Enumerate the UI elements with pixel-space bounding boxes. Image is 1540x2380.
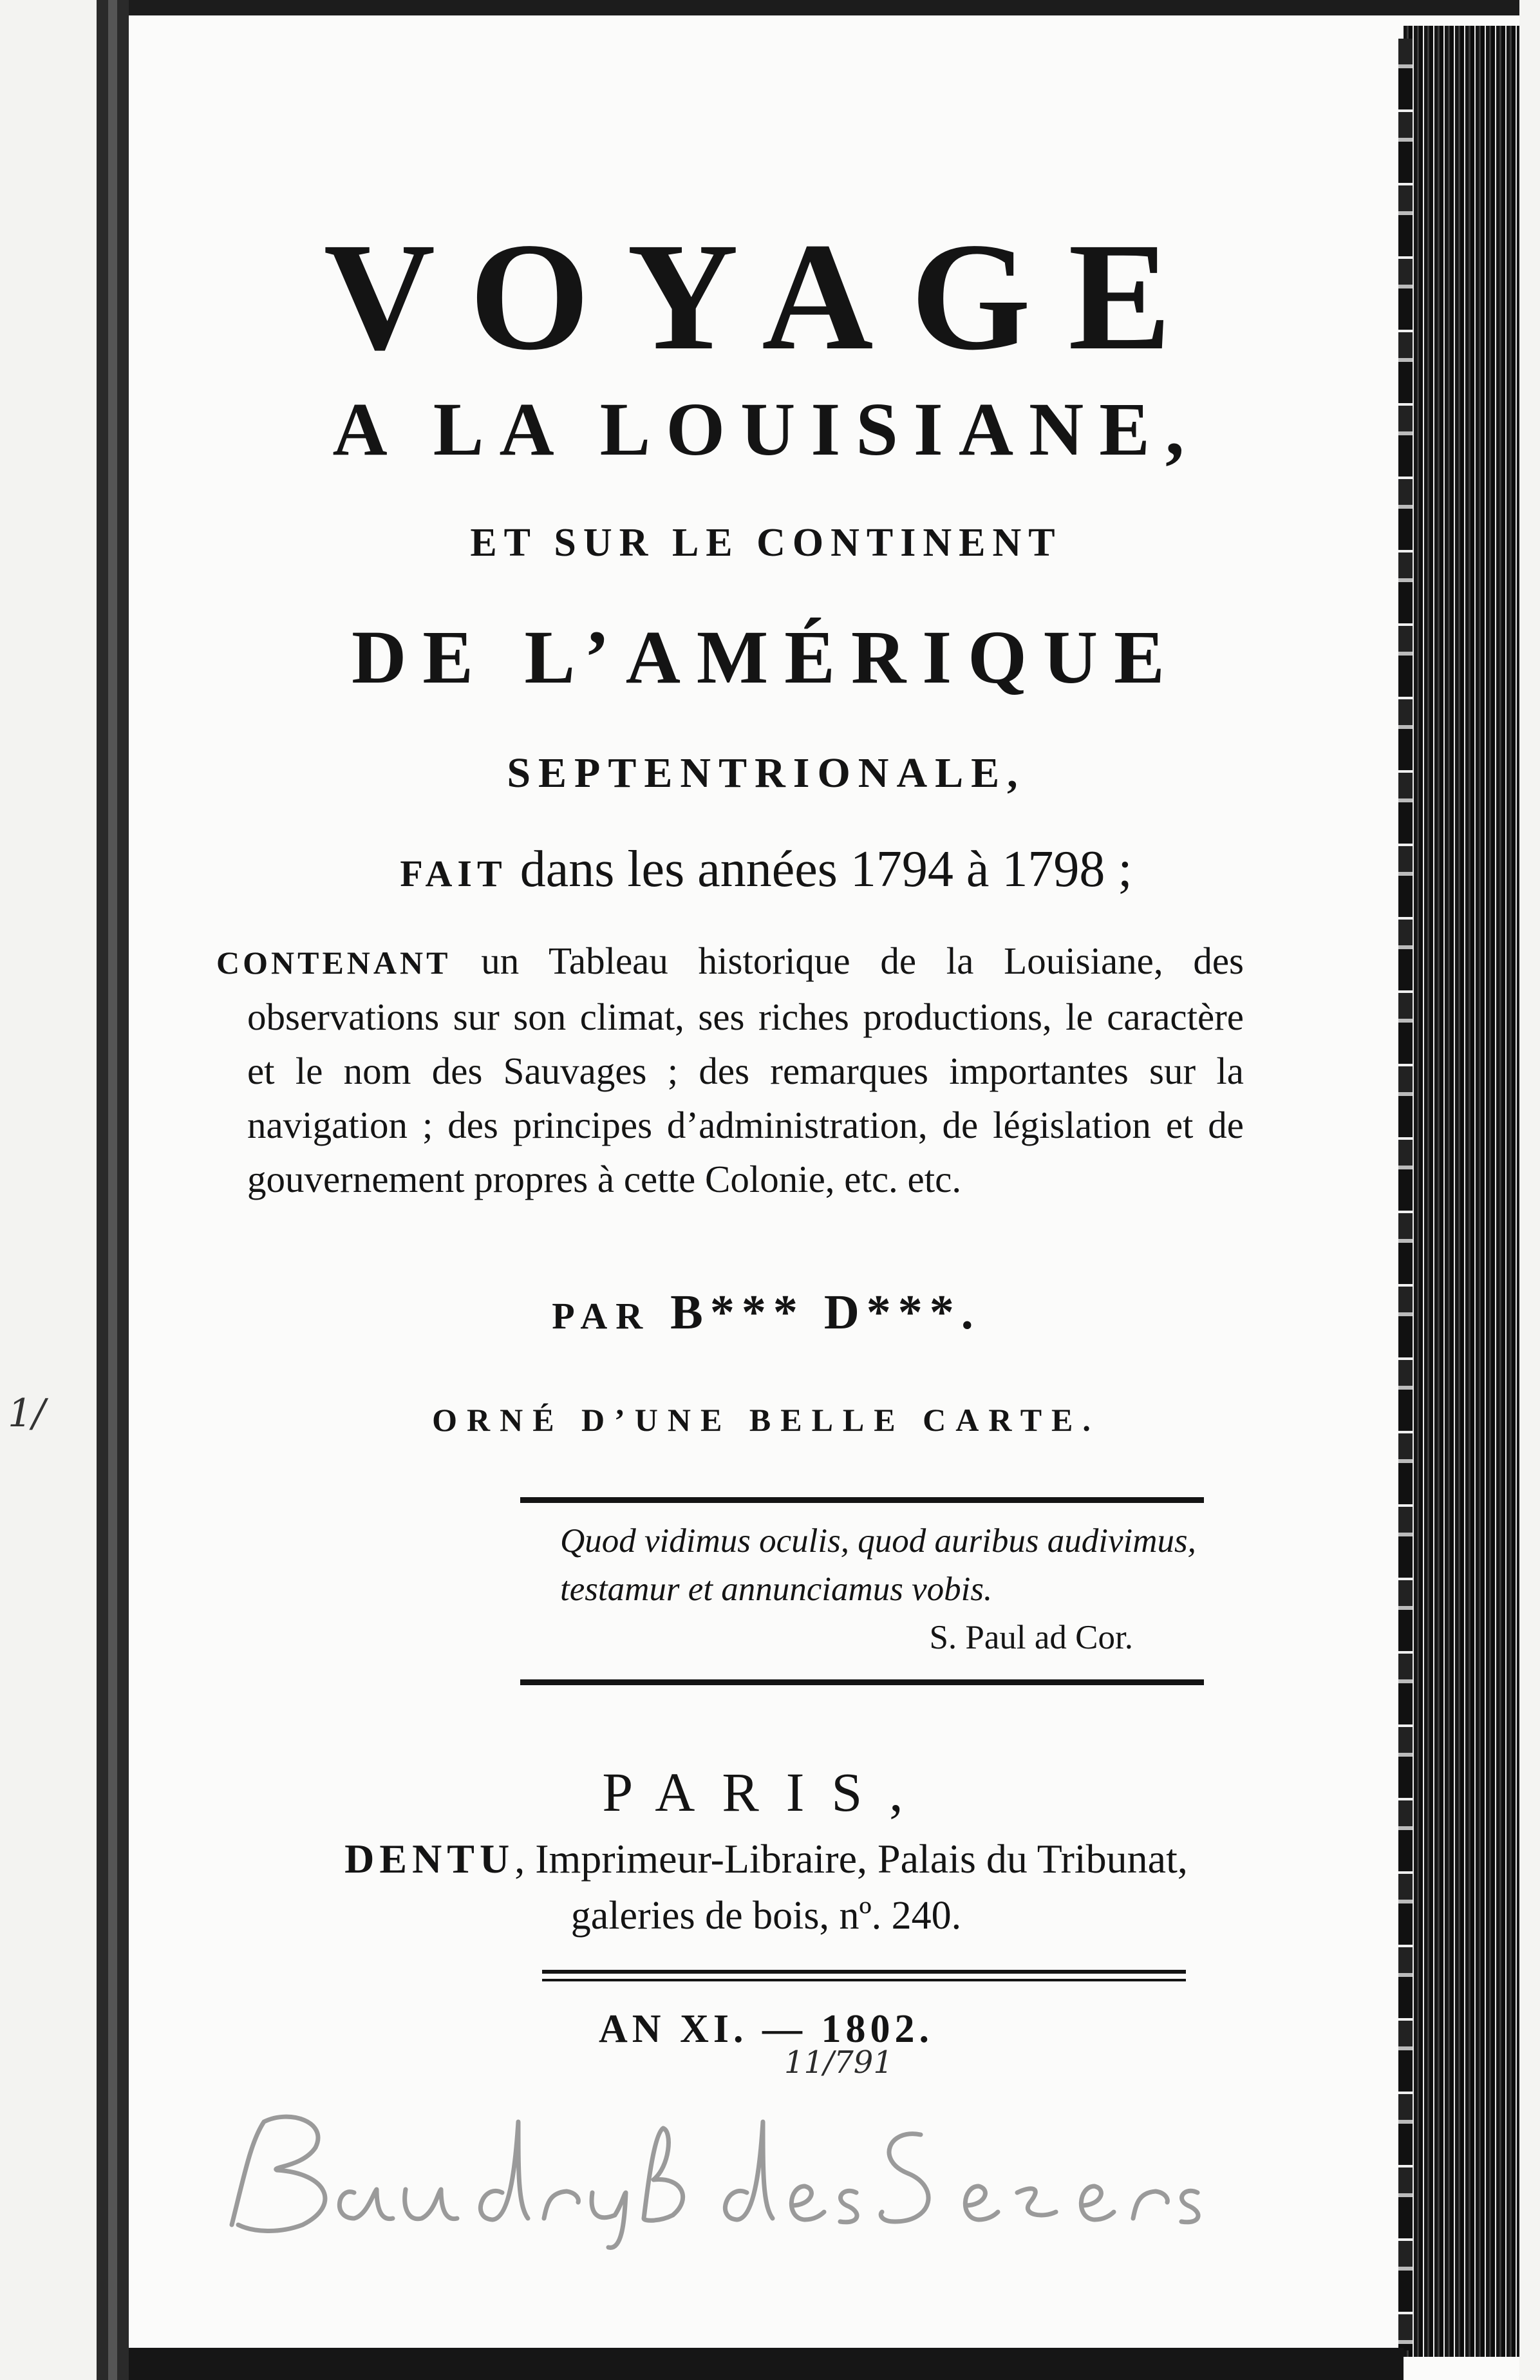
title-septentrionale: SEPTENTRIONALE, — [507, 750, 1026, 797]
title-voyage: VOYAGE — [323, 211, 1209, 382]
fait-rest: dans les années 1794 à 1798 ; — [507, 841, 1132, 898]
epigraph-attribution: S. Paul ad Cor. — [929, 1619, 1133, 1656]
margin-mark: 1/ — [8, 1391, 46, 1436]
facing-page-edge — [0, 0, 97, 2380]
contents-description — [216, 934, 1244, 1206]
description-lead: CONTENANT — [216, 945, 451, 981]
author-line — [129, 1285, 1404, 1339]
imprint-publisher-line — [129, 1838, 1404, 1880]
publication-date: AN XI. — 1802. — [599, 2007, 934, 2051]
scan-right-margin — [1519, 0, 1540, 2380]
handwritten-signature — [193, 2096, 1288, 2251]
handwritten-shelfmark: 11/791 — [784, 2045, 893, 2081]
imprint-city: PARIS, — [602, 1761, 930, 1823]
title-dates-line — [129, 841, 1404, 898]
publisher-name: DENTU — [344, 1836, 515, 1882]
double-rule-bottom — [542, 1979, 1186, 1981]
title-continent: ET SUR LE CONTINENT — [470, 521, 1062, 565]
illustration-note: ORNÉ D’UNE BELLE CARTE. — [432, 1402, 1100, 1438]
scan-bottom-edge — [129, 2348, 1404, 2380]
book-gutter-highlight — [108, 0, 117, 2380]
author-prefix: PAR — [552, 1295, 652, 1337]
rule-above-epigraph — [520, 1497, 1204, 1503]
double-rule-top — [542, 1970, 1186, 1974]
page-fore-edges — [1404, 26, 1519, 2357]
title-louisiane: A LA LOUISIANE, — [332, 387, 1200, 471]
title-amerique: DE L’AMÉRIQUE — [352, 615, 1181, 699]
author-name: B*** D***. — [651, 1285, 981, 1339]
page-fore-edge-inner — [1398, 39, 1413, 2350]
publisher-details: , Imprimeur-Libraire, Palais du Tribunat, — [514, 1836, 1188, 1882]
imprint-address: galeries de bois, nº. 240. — [570, 1894, 962, 1938]
rule-below-epigraph — [520, 1679, 1204, 1685]
fait-lead: FAIT — [400, 853, 507, 894]
epigraph-text: Quod vidimus oculis, quod auribus audivimus, testamur et annunciamus vobis. — [560, 1522, 1196, 1608]
description-text: un Tableau historique de la Louisiane, des observations sur son climat, ses riches productions, le caractère et le nom des Sauvages ; des remarques importantes sur la navigation ; des principes d’administration, de législation et de gouvernement propres à cette Colonie, etc. etc. — [247, 940, 1244, 1200]
scan-top-edge — [0, 0, 1540, 15]
